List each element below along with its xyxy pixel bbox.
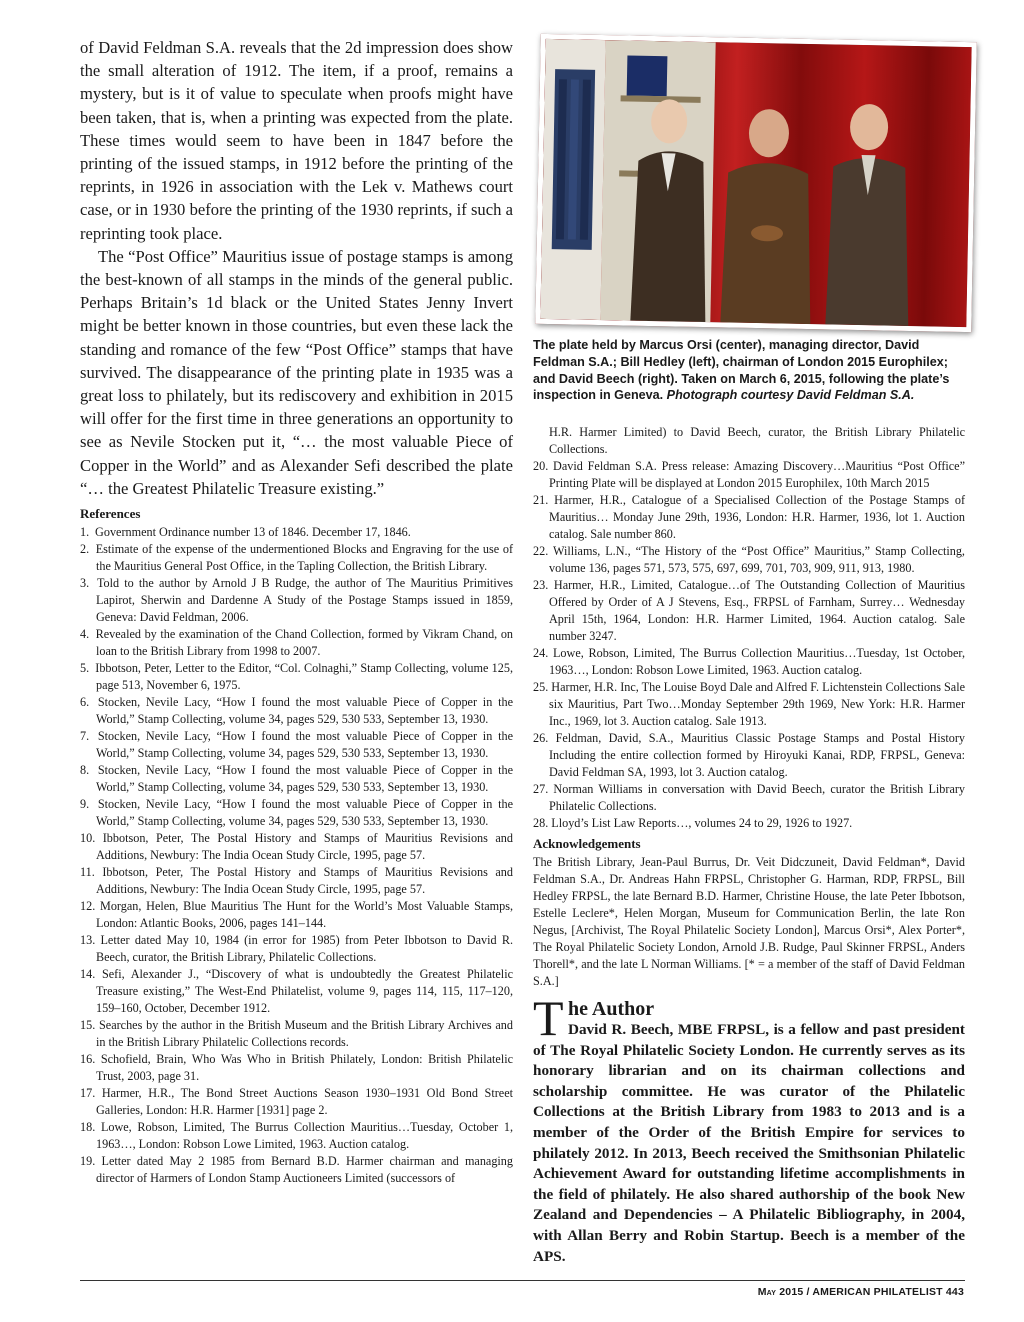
reference-number: 18.	[80, 1120, 96, 1135]
reference-item	[80, 966, 513, 1017]
reference-item	[533, 577, 965, 645]
reference-item	[80, 575, 513, 626]
photo-caption	[533, 337, 965, 404]
reference-number: 27.	[533, 782, 549, 796]
reference-text: Letter dated May 10, 1984 (in error for 1985) from Peter Ibbotson to David R. Beech, curator, the British Library, Philatelic Collections.	[96, 933, 513, 965]
reference-number: 22.	[533, 544, 549, 558]
reference-item	[533, 679, 965, 730]
reference-number: 19.	[80, 1154, 96, 1169]
author-heading: he Author	[568, 998, 655, 1020]
reference-item	[80, 1017, 513, 1051]
reference-number: 1.	[80, 525, 90, 540]
reference-number: 23.	[533, 578, 549, 592]
body-paragraph-1: of David Feldman S.A. reveals that the 2d impression does show the small alteration of 1912. The item, if a proof, remains a mystery, but is it of value to speculate when proofs might have been taken, that is, when a printing was expected from the plate. These times would seem to have been in 1847 before the printing of the issued stamps, in 1912 before the printing of the reprints, in 1926 in association with the Lek v. Mathews court case, or in 1930 before the printing of the 1930 reprints, if such a reprinting took place.	[80, 38, 513, 243]
reference-item	[533, 492, 965, 543]
reference-number: 6.	[80, 695, 90, 710]
reference-number: 3.	[80, 576, 90, 591]
reference-item	[533, 458, 965, 492]
reference-number: 14.	[80, 967, 96, 982]
caption-text: The plate held by Marcus Orsi (center), managing director, David Feldman S.A.; Bill Hedley (left), chairman of London 2015 Europhilex; and David Beech (right). Taken on March 6, 2015, following the plate’s inspection in Geneva.	[533, 338, 950, 403]
footer-publication: 2015 / AMERICAN PHILATELIST 443	[776, 1286, 964, 1298]
reference-text: Harmer, H.R., Catalogue of a Specialised Collection of the Postage Stamps of Mauritius… Monday June 29th, 1936, London: H.R. Harmer, 1936, lot 1. Auction catalog. Sale number 860.	[549, 493, 966, 541]
reference-item	[533, 543, 965, 577]
reference-number: 21.	[533, 493, 549, 507]
reference-item	[80, 1051, 513, 1085]
reference-item	[80, 524, 513, 541]
reference-item	[80, 1153, 513, 1187]
group-photo	[535, 34, 976, 332]
reference-item	[533, 730, 965, 781]
reference-item	[80, 626, 513, 660]
reference-number: 9.	[80, 797, 90, 812]
photo-illustration	[540, 39, 971, 327]
reference-number: 26.	[533, 731, 549, 745]
reference-number: 12.	[80, 899, 96, 914]
reference-number: 28.	[533, 816, 549, 830]
reference-text: Ibbotson, Peter, Letter to the Editor, “Col. Colnaghi,” Stamp Collecting, volume 125, page 513, November 6, 1975.	[95, 661, 513, 693]
reference-text: Revealed by the examination of the Chand Collection, formed by Vikram Chand, on loan to the British Library from 1998 to 2007.	[95, 627, 514, 659]
reference-item	[80, 1085, 513, 1119]
reference-number: 25.	[533, 680, 549, 694]
reference-text: Stocken, Nevile Lacy, “How I found the most valuable Piece of Copper in the World,” Stamp Collecting, volume 34, pages 529, 530 533, September 13, 1930.	[96, 729, 513, 761]
reference-text: Norman Williams in conversation with David Beech, curator the British Library Philatelic Collections.	[549, 782, 966, 813]
body-paragraph-2: The “Post Office” Mauritius issue of postage stamps is among the best-known of all stamps in the minds of the general public. Perhaps Britain’s 1d black or the United States Jenny Invert might be better known in those countries, but even these lack the standing and romance of the few “Post Office” stamps that have survived. The disappearance of the printing plate in 1935 was a great loss to philately, but its rediscovery and exhibition in 2015 will offer for the first time in three generations an opportunity to see as Nevile Stocken put it, “… the most valuable Piece of Copper in the World” and as Alexander Sefi described the plate “… the Greatest Philatelic Treasure existing.”	[80, 246, 513, 498]
reference-number: 8.	[80, 763, 90, 778]
reference-item	[533, 815, 965, 832]
reference-text: Stocken, Nevile Lacy, “How I found the most valuable Piece of Copper in the World,” Stamp Collecting, volume 34, pages 529, 530 533, September 13, 1930.	[96, 797, 513, 829]
author-dropcap: T	[533, 990, 564, 1046]
reference-text: Told to the author by Arnold J B Rudge, the author of The Mauritius Primitives Lapirot, Sherwin and Dardenne A Study of the Postage Stamps issued in 1859, Geneva: David Feldman, 2006.	[96, 576, 513, 625]
reference-text: Harmer, H.R., Limited, Catalogue…of The Outstanding Collection of Mauritius Offered by Order of A J Stevens, Esq., FRPSL of Farnham, Surrey… Wednesday April 15th, 1964, London: H.R. Harmer Limited, 1964. Auction catalog. Sale number 3247.	[549, 578, 965, 643]
reference-text: Lloyd’s List Law Reports…, volumes 24 to 29, 1926 to 1927.	[551, 816, 853, 830]
reference-text: Searches by the author in the British Museum and the British Library Archives and in the British Library Philatelic Collections records.	[96, 1018, 513, 1050]
reference-text: Ibbotson, Peter, The Postal History and Stamps of Mauritius Revisions and Additions, Newbury: The India Ocean Study Circle, 1995, page 57.	[96, 831, 513, 863]
reference-text: Lowe, Robson, Limited, The Burrus Collection Mauritius…Tuesday, October 1, 1963…, London: Robson Lowe Limited, 1963. Auction catalog.	[96, 1120, 513, 1152]
reference-19-continuation: H.R. Harmer Limited) to David Beech, curator, the British Library Philatelic Collections.	[549, 425, 965, 456]
references-heading: References	[80, 506, 141, 522]
reference-text: David Feldman S.A. Press release: Amazing Discovery…Mauritius “Post Office” Printing Plate will be displayed at London 2015 Europhilex, 10th March 2015	[549, 459, 965, 490]
footer-rule	[80, 1280, 965, 1281]
footer-month: May	[757, 1286, 777, 1298]
author-bio: David R. Beech, MBE FRPSL, is a fellow and past president of The Royal Philatelic Society London. He currently serves as its honorary librarian and on its chairman collections and scholarship committee. He was curator of the Philatelic Collections at the British Library from 1983 to 2013 and is a member of the Order of the British Empire for services to philately 2012. In 2013, Beech received the Smithsonian Philatelic Achievement Award for outstanding lifetime accomplishments in the field of philately. He also shared authorship of the book New Zealand and Dependencies – A Philatelic Bibliography, in 2004, with Allan Berry and Robin Startup. Beech is a member of the APS.	[533, 1021, 965, 1265]
reference-number: 4.	[80, 627, 90, 642]
reference-number: 5.	[80, 661, 90, 676]
reference-number: 11.	[80, 865, 95, 880]
reference-item	[80, 830, 513, 864]
reference-item	[80, 898, 513, 932]
reference-text: Feldman, David, S.A., Mauritius Classic Postage Stamps and Postal History Including the entire collection formed by Hiroyuki Kanai, RDP, FRPSL, Geneva: David Feldman SA, 1993, lot 3. Auction catalog.	[549, 731, 966, 779]
reference-text: Morgan, Helen, Blue Mauritius The Hunt for the World’s Most Valuable Stamps, London: Atlantic Books, 2006, pages 141–144.	[96, 899, 514, 931]
reference-number: 7.	[80, 729, 90, 744]
caption-credit: Photograph courtesy David Feldman S.A.	[666, 388, 915, 403]
page-footer	[758, 1286, 964, 1298]
reference-number: 16.	[80, 1052, 96, 1067]
references-list-left	[80, 524, 513, 1187]
reference-number: 17.	[80, 1086, 96, 1101]
reference-item	[80, 796, 513, 830]
reference-text: Government Ordinance number 13 of 1846. December 17, 1846.	[95, 525, 411, 540]
reference-text: Stocken, Nevile Lacy, “How I found the most valuable Piece of Copper in the World,” Stamp Collecting, volume 34, pages 529, 530 533, September 13, 1930.	[96, 695, 513, 727]
reference-text: Schofield, Brain, Who Was Who in British Philately, London: British Philatelic Trust, 2003, page 31.	[96, 1052, 514, 1084]
reference-item	[80, 1119, 513, 1153]
photo-frame	[534, 34, 984, 326]
reference-number: 2.	[80, 542, 90, 557]
reference-text: Harmer, H.R. Inc, The Louise Boyd Dale and Alfred F. Lichtenstein Collections Sale six Mauritius, Part Two…Monday September 29th 1969, New York: H.R. Harmer Inc., 1969, lot 3. Auction catalog. Sale 1913.	[549, 680, 966, 728]
reference-item	[533, 781, 965, 815]
reference-text: Estimate of the expense of the undermentioned Blocks and Engraving for the use of the Mauritius General Post Office, in the Tapling Collection, the British Library.	[95, 542, 513, 574]
reference-item	[80, 541, 513, 575]
reference-item	[533, 645, 965, 679]
reference-number: 13.	[80, 933, 96, 948]
reference-number: 15.	[80, 1018, 96, 1033]
reference-item	[80, 694, 513, 728]
reference-text: Ibbotson, Peter, The Postal History and Stamps of Mauritius Revisions and Additions, Newbury: The India Ocean Study Circle, 1995, page 57.	[96, 865, 513, 897]
acknowledgements-text: The British Library, Jean-Paul Burrus, Dr. Veit Didczuneit, David Feldman*, David Feldman S.A., Dr. Andreas Hahn FRPSL, Christopher G. Harman, RDP, FRPSL, Bill Hedley FRPSL, the late Bernard B.D. Harmer, Christine House, the late Peter Ibbotson, Estelle Leclere*, Helen Morgan, Museum for Communication Berlin, the late Ron Negus, [Archivist, The Royal Philatelic Society London], Marcus Orsi*, Alex Porter*, The Royal Philatelic Society London, Arnold J.B. Rudge, Paul Skinner FRPSL, Anders Thorell*, and the late L Norman Williams. [* = a member of the staff of David Feldman S.A.]	[533, 855, 965, 988]
reference-item	[80, 728, 513, 762]
right-column	[533, 424, 965, 990]
reference-text: Letter dated May 2 1985 from Bernard B.D. Harmer chairman and managing director of Harmers of London Stamp Auctioneers Limited (successors of	[96, 1154, 513, 1186]
left-column	[80, 36, 513, 1187]
reference-text: Sefi, Alexander J., “Discovery of what is undoubtedly the Greatest Philatelic Treasure existing,” The West-End Philatelist, volume 9, pages 114, 115, 117–120, 159–160, October, December 1912.	[96, 967, 513, 1016]
reference-text: Lowe, Robson, Limited, The Burrus Collection Mauritius…Tuesday, 1st October, 1963…, London: Robson Lowe Limited, 1963. Auction catalog.	[549, 646, 966, 677]
reference-item	[80, 864, 513, 898]
acknowledgements-heading: Acknowledgements	[533, 836, 641, 851]
reference-item	[80, 660, 513, 694]
reference-number: 24.	[533, 646, 549, 660]
reference-item	[80, 762, 513, 796]
reference-number: 20.	[533, 459, 549, 473]
reference-text: Stocken, Nevile Lacy, “How I found the most valuable Piece of Copper in the World,” Stamp Collecting, volume 34, pages 529, 530 533, September 13, 1930.	[96, 763, 513, 795]
reference-number: 10.	[80, 831, 96, 846]
reference-text: Williams, L.N., “The History of the “Post Office” Mauritius,” Stamp Collecting, volume 136, pages 571, 573, 575, 697, 699, 701, 703, 909, 911, 913, 1980.	[549, 544, 965, 575]
reference-text: Harmer, H.R., The Bond Street Auctions Season 1930–1931 Old Bond Street Galleries, London: H.R. Harmer [1931] page 2.	[96, 1086, 513, 1118]
reference-item	[80, 932, 513, 966]
references-list-right	[533, 458, 965, 832]
